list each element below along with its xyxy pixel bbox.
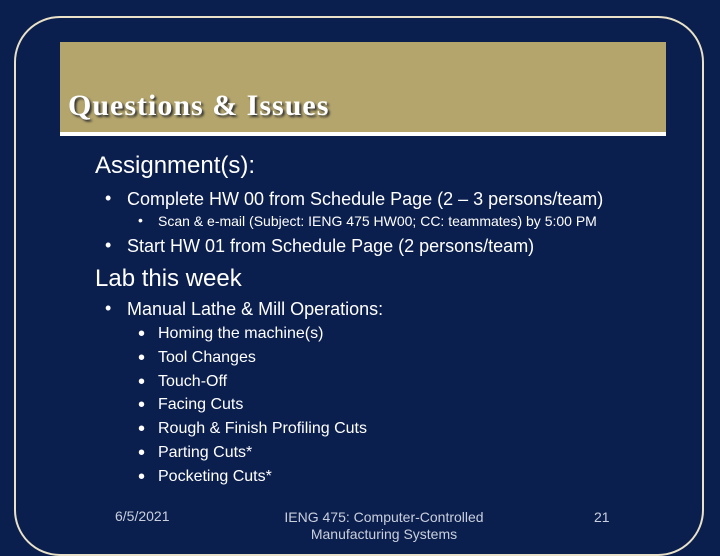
list-subitem: Tool Changes xyxy=(158,349,256,366)
section-heading-lab: Lab this week xyxy=(95,265,242,292)
footer-course xyxy=(264,509,504,543)
footer-page-number: 21 xyxy=(594,509,610,525)
bullet-icon: • xyxy=(105,298,112,318)
bullet-icon: • xyxy=(138,418,146,440)
bullet-icon: • xyxy=(138,371,146,393)
list-subitem: Parting Cuts* xyxy=(158,444,253,461)
slide-title: Questions & Issues xyxy=(68,89,330,122)
section-heading-assignments: Assignment(s): xyxy=(95,152,256,179)
list-item-lab-operations: Manual Lathe & Mill Operations: xyxy=(127,299,384,319)
list-subitem: Rough & Finish Profiling Cuts xyxy=(158,420,367,437)
list-subitem: Facing Cuts xyxy=(158,396,244,413)
bullet-icon: • xyxy=(105,188,112,208)
bullet-icon: • xyxy=(138,212,143,228)
bullet-icon: • xyxy=(138,442,146,464)
list-subitem: Pocketing Cuts* xyxy=(158,468,272,485)
bullet-icon: • xyxy=(138,394,146,416)
list-subitem-scan: Scan & e-mail (Subject: IENG 475 HW00; CC: teammates) by 5:00 PM xyxy=(158,213,597,229)
bullet-icon: • xyxy=(138,466,146,488)
list-item-hw01: Start HW 01 from Schedule Page (2 persons/team) xyxy=(127,236,535,256)
list-item-hw00: Complete HW 00 from Schedule Page (2 – 3 persons/team) xyxy=(127,189,604,209)
footer-course-line2: Manufacturing Systems xyxy=(310,526,458,542)
list-subitem: Homing the machine(s) xyxy=(158,325,324,342)
list-subitem: Touch-Off xyxy=(158,373,228,390)
footer-date: 6/5/2021 xyxy=(115,508,170,524)
bullet-icon: • xyxy=(138,347,146,369)
bullet-icon: • xyxy=(105,235,112,255)
bullet-icon: • xyxy=(138,323,146,345)
footer-course-line1: IENG 475: Computer-Controlled xyxy=(284,509,484,525)
